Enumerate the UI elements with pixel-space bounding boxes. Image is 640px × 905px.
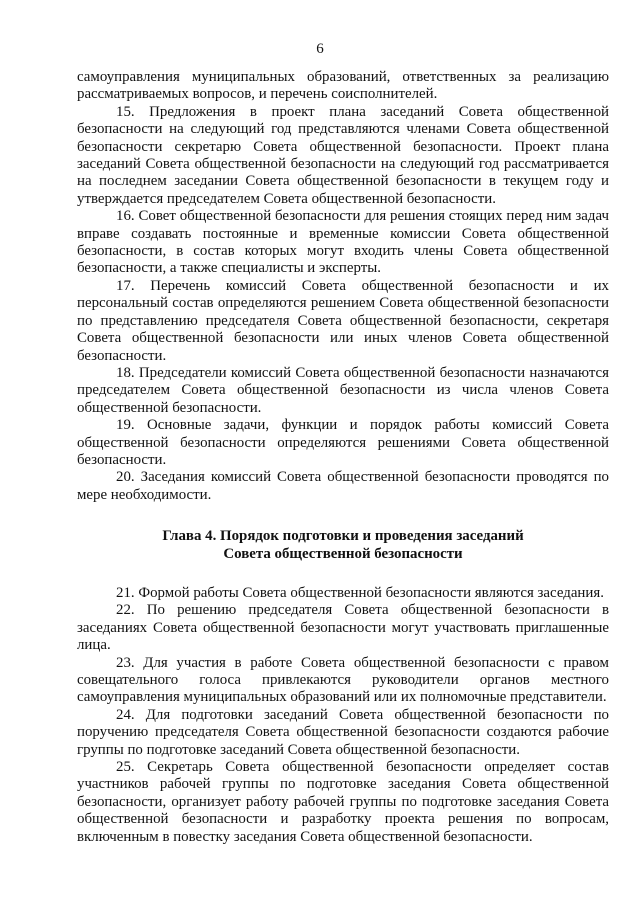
paragraph-23: 23. Для участия в работе Совета общественной безопасности с правом совещательного голоса привлекаются руководители органов местного самоуправления муниципальных образований или их полномочные представители. [77, 654, 609, 706]
paragraph-18: 18. Председатели комиссий Совета общественной безопасности назначаются председателем Совета общественной безопасности из числа членов Совета общественной безопасности. [77, 364, 609, 416]
paragraph-15: 15. Предложения в проект плана заседаний Совета общественной безопасности на следующий год представляются членами Совета общественной безопасности секретарю Совета общественной безопасности. Проект плана заседаний Совета общественной безопасности на следующий год рассматривается на последнем заседании Совета общественной безопасности в текущем году и утверждается председателем Совета общественной безопасности. [77, 103, 609, 207]
chapter-heading-line-1: Глава 4. Порядок подготовки и проведения заседаний [162, 528, 524, 545]
paragraph-22: 22. По решению председателя Совета общественной безопасности в заседаниях Совета общественной безопасности могут участвовать приглашенные лица. [77, 602, 609, 654]
document-body [77, 69, 609, 846]
page-number: 6 [316, 41, 324, 57]
paragraph-continuation: самоуправления муниципальных образований, ответственных за реализацию рассматриваемых вопросов, и перечень соисполнителей. [77, 69, 609, 103]
chapter-heading [77, 528, 609, 563]
paragraph-25: 25. Секретарь Совета общественной безопасности определяет состав участников рабочей группы по подготовке заседания Совета общественной безопасности, организует работу рабочей группы по подготовке заседания Совета общественной безопасности и разработку проекта решения по вопросам, включенным в повестку заседания Совета общественной безопасности. [77, 759, 609, 845]
paragraph-24: 24. Для подготовки заседаний Совета общественной безопасности по поручению председателя Совета общественной безопасности создаются рабочие группы по подготовке заседаний Совета общественной безопасности. [77, 706, 609, 758]
chapter-heading-line-2: Совета общественной безопасности [223, 545, 463, 562]
paragraph-19: 19. Основные задачи, функции и порядок работы комиссий Совета общественной безопасности определяются решениями Совета общественной безопасности. [77, 417, 609, 468]
paragraph-21: 21. Формой работы Совета общественной безопасности являются заседания. [116, 584, 604, 601]
paragraph-16: 16. Совет общественной безопасности для решения стоящих перед ним задач вправе создавать постоянные и временные комиссии Совета общественной безопасности, в состав которых могут входить члены Совета общественной безопасности, а также специалисты и эксперты. [77, 208, 609, 277]
paragraph-17: 17. Перечень комиссий Совета общественной безопасности и их персональный состав определяются решением Совета общественной безопасности по представлению председателя Совета общественной безопасности, секретаря Совета общественной безопасности или иных членов Совета общественной безопасности. [77, 277, 609, 364]
paragraph-20: 20. Заседания комиссий Совета общественной безопасности проводятся по мере необходимости. [77, 469, 609, 503]
